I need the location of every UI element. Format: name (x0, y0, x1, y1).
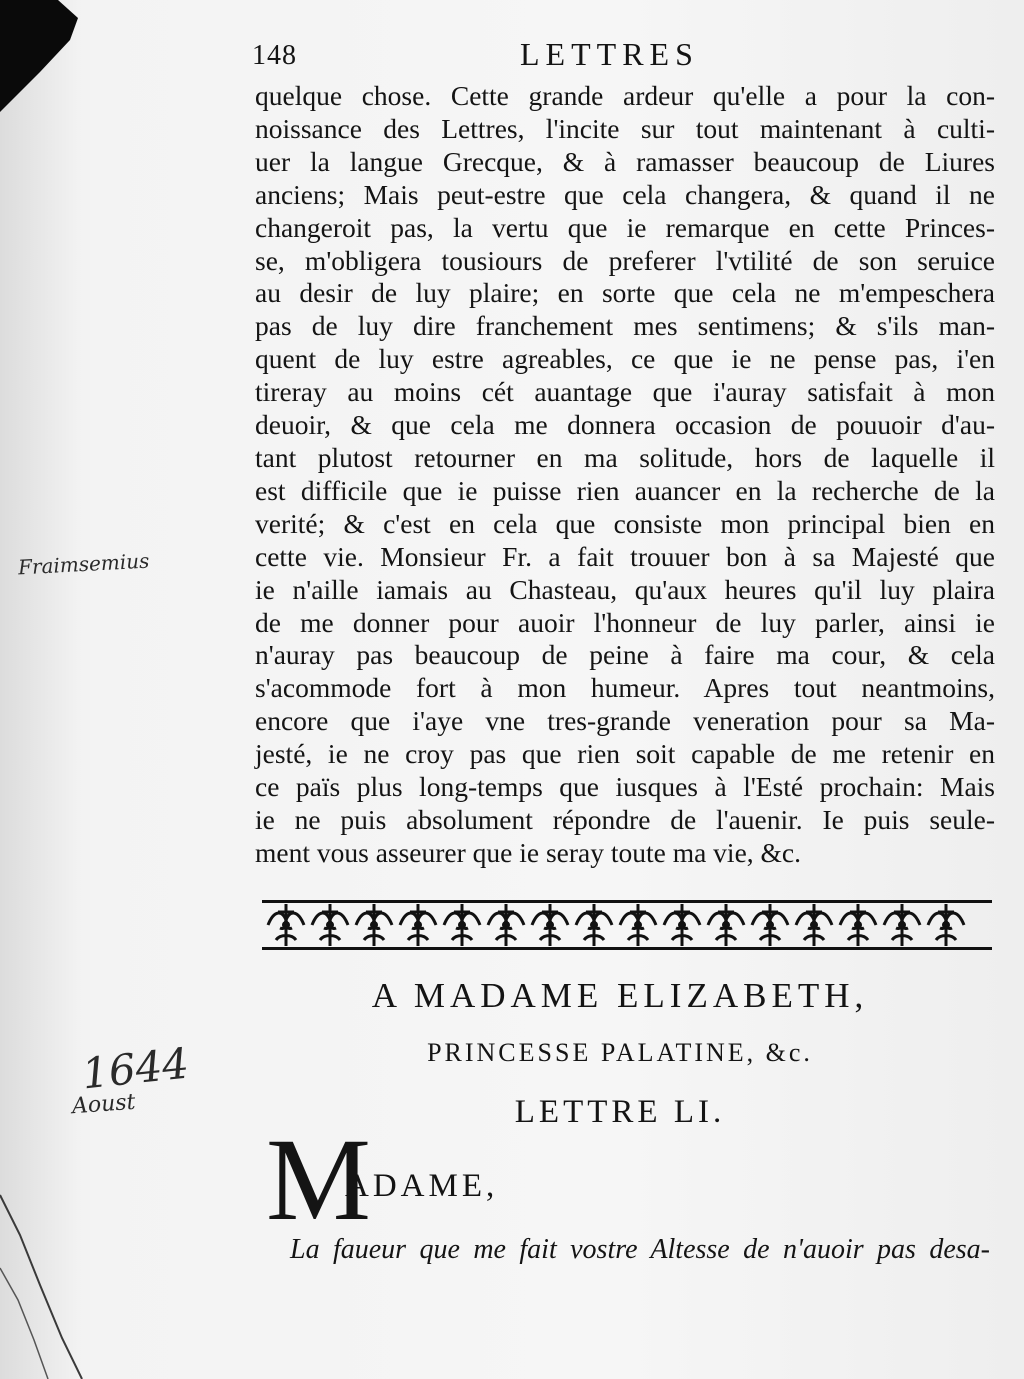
text-line: tireray au moins cét auantage que i'auray satisfait à mon (255, 376, 995, 408)
text-line: se, m'obligera tousiours de preferer l'vtilité de son seruice (255, 244, 995, 276)
text-line: de me donner pour auoir l'honneur de luy parler, ainsi ie (255, 606, 995, 638)
text-line: jesté, ie ne croy pas que rien soit capable de me retenir en (255, 738, 995, 770)
text-line: anciens; Mais peut-estre que cela changera, & quand il ne (255, 178, 995, 210)
text-line: changeroit pas, la vertu que ie remarque en cette Princes- (255, 211, 995, 243)
text-line: pas de luy dire franchement mes sentimens; & s'ils man- (255, 310, 995, 342)
ornamental-band (262, 900, 992, 950)
running-head: LETTRES (520, 36, 699, 72)
letter-addressee-subtitle: PRINCESSE PALATINE, &c. (427, 1038, 813, 1067)
text-line: quelque chose. Cette grande ardeur qu'elle a pour la con- (255, 80, 995, 111)
text-line: au desir de luy plaire; en sorte que cela ne m'empeschera (255, 277, 995, 309)
text-line: ce païs plus long-temps que iusques à l'Esté prochain: Mais (255, 771, 995, 803)
text-line: n'auray pas beaucoup de peine à faire ma cour, & cela (255, 639, 995, 671)
text-line: tant plutost retourner en ma solitude, hors de laquelle il (255, 441, 995, 473)
text-line: ie n'aille iamais au Chasteau, qu'aux heures qu'il luy plaira (255, 573, 995, 605)
text-line: uer la langue Grecque, & à ramasser beaucoup de Liures (255, 145, 995, 177)
handwritten-margin-month: Aoust (71, 1089, 137, 1120)
text-line: ie ne puis absolument répondre de l'auenir. Ie puis seule- (255, 803, 995, 835)
letter-addressee: A MADAME ELIZABETH, (371, 976, 869, 1015)
page-header (252, 36, 992, 76)
text-line: s'acommode fort à mon humeur. Apres tout neantmoins, (255, 672, 995, 704)
text-line: ment vous asseurer que ie seray toute ma vie, &c. (255, 836, 801, 868)
text-line: verité; & c'est en cela que consiste mon principal bien en (255, 507, 995, 539)
letter-number-heading: LETTRE LI. (514, 1094, 726, 1130)
text-line: cette vie. Monsieur Fr. a fait trouuer bon à sa Majesté que (255, 540, 995, 572)
salutation: ADAME, (345, 1168, 499, 1204)
text-line: noissance des Lettres, l'incite sur tout maintenant à culti- (255, 112, 995, 144)
drop-cap: M (266, 1114, 371, 1245)
handwritten-margin-year: 1644 (79, 1038, 192, 1099)
text-line: encore que i'aye vne tres-grande veneration pour sa Ma- (255, 705, 995, 737)
text-line: est difficile que ie puisse rien auancer en la recherche de la (255, 474, 995, 506)
page-number: 148 (252, 40, 297, 71)
handwritten-margin-name: Fraimsemius (17, 548, 150, 580)
letter-body (255, 80, 995, 870)
text-line: quent de luy estre agreables, ce que ie ne pense pas, i'en (255, 343, 995, 375)
text-line: deuoir, & que cela me donnera occasion de pouuoir d'au- (255, 409, 995, 441)
opening-line: La faueur que me fait vostre Altesse de n'auoir pas desa- (290, 1234, 990, 1265)
